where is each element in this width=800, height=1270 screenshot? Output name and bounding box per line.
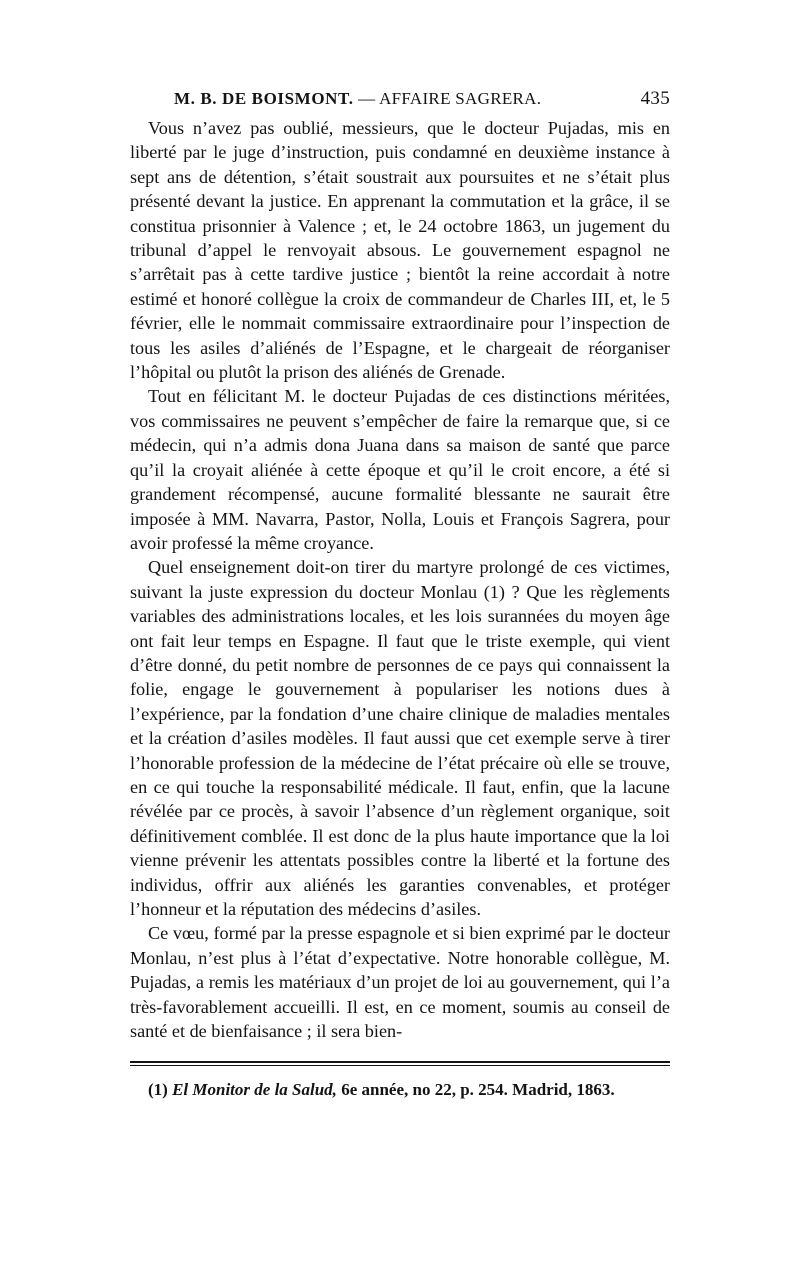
paragraph-1: Vous n’avez pas oublié, messieurs, que le docteur Pujadas, mis en liberté par le juge d’instruction, puis condamné en deuxième instance à sept ans de détention, s’était soustrait aux poursuites et ne s’était plus présenté devant la justice. En apprenant la commutation et la grâce, il se constitua prisonnier à Valence ; et, le 24 octobre 1863, un jugement du tribunal d’appel le renvoyait absous. Le gouvernement espagnol ne s’arrêtait pas à cette tardive justice ; bientôt la reine accordait à notre estimé et honoré collègue la croix de commandeur de Charles III, et, le 5 février, elle le nommait commissaire extraordinaire pour l’inspection de tous les asiles d’aliénés de l’Espagne, et le chargeait de réorganiser l’hôpital ou plutôt la prison des aliénés de Grenade.	[130, 118, 670, 383]
running-head-title: AFFAIRE SAGRERA.	[379, 89, 542, 108]
paragraph-3: Quel enseignement doit-on tirer du martyre prolongé de ces victimes, suivant la juste expression du docteur Monlau (1) ? Que les règlements variables des administrations locales, et les lois surannées du moyen âge ont fait leur temps en Espagne. Il faut que le triste exemple, qui vient d’être donné, du petit nombre de personnes de ce pays qui connaissent la folie, engage le gouvernement à populariser les notions dues à l’expérience, par la fondation d’une chaire clinique de maladies mentales et la création d’asiles modèles. Il faut aussi que cet exemple serve à tirer l’honorable profession de la médecine de l’état précaire où elle se trouve, en ce qui touche la responsabilité médicale. Il faut, enfin, que la lacune révélée par ce procès, à savoir l’absence d’un règlement organique, soit définitivement comblée. Il est donc de la plus haute importance que la loi vienne prévenir les attentats possibles contre la liberté et la fortune des individus, offrir aux aliénés les garanties convenables, et protéger l’honneur et la réputation des médecins d’asiles.	[130, 557, 670, 919]
body-text	[130, 116, 670, 1043]
footnote	[130, 1080, 670, 1100]
footnote-rule-thick	[130, 1061, 670, 1063]
footnote-separator	[130, 1061, 670, 1066]
running-head-separator: —	[358, 89, 376, 108]
footnote-details: 6e année, no 22, p. 254. Madrid, 1863.	[341, 1080, 615, 1100]
paragraph-2: Tout en félicitant M. le docteur Pujadas de ces distinctions méritées, vos commissaires ne peuvent s’empêcher de faire la remarque que, si ce médecin, qui n’a admis dona Juana dans sa maison de santé que parce qu’il la croyait aliénée à cette époque et qu’il le croit encore, a été si grandement récompensé, aucune formalité blessante ne saurait être imposée à MM. Navarra, Pastor, Nolla, Louis et François Sagrera, pour avoir professé la même croyance.	[130, 386, 670, 553]
footnote-rule-thin	[130, 1065, 670, 1066]
running-head	[130, 88, 670, 110]
book-page	[130, 88, 670, 1100]
running-head-author: M. B. DE BOISMONT.	[174, 89, 354, 108]
footnote-marker: (1)	[148, 1080, 168, 1100]
footnote-source: El Monitor de la Salud,	[172, 1080, 337, 1100]
paragraph-4: Ce vœu, formé par la presse espagnole et si bien exprimé par le docteur Monlau, n’est plus à l’état d’expectative. Notre honorable collègue, M. Pujadas, a remis les matériaux d’un projet de loi au gouvernement, qui l’a très-favorablement accueilli. Il est, en ce moment, soumis au conseil de santé et de bienfaisance ; il sera bien-	[130, 923, 670, 1042]
page-number: 435	[640, 88, 670, 109]
